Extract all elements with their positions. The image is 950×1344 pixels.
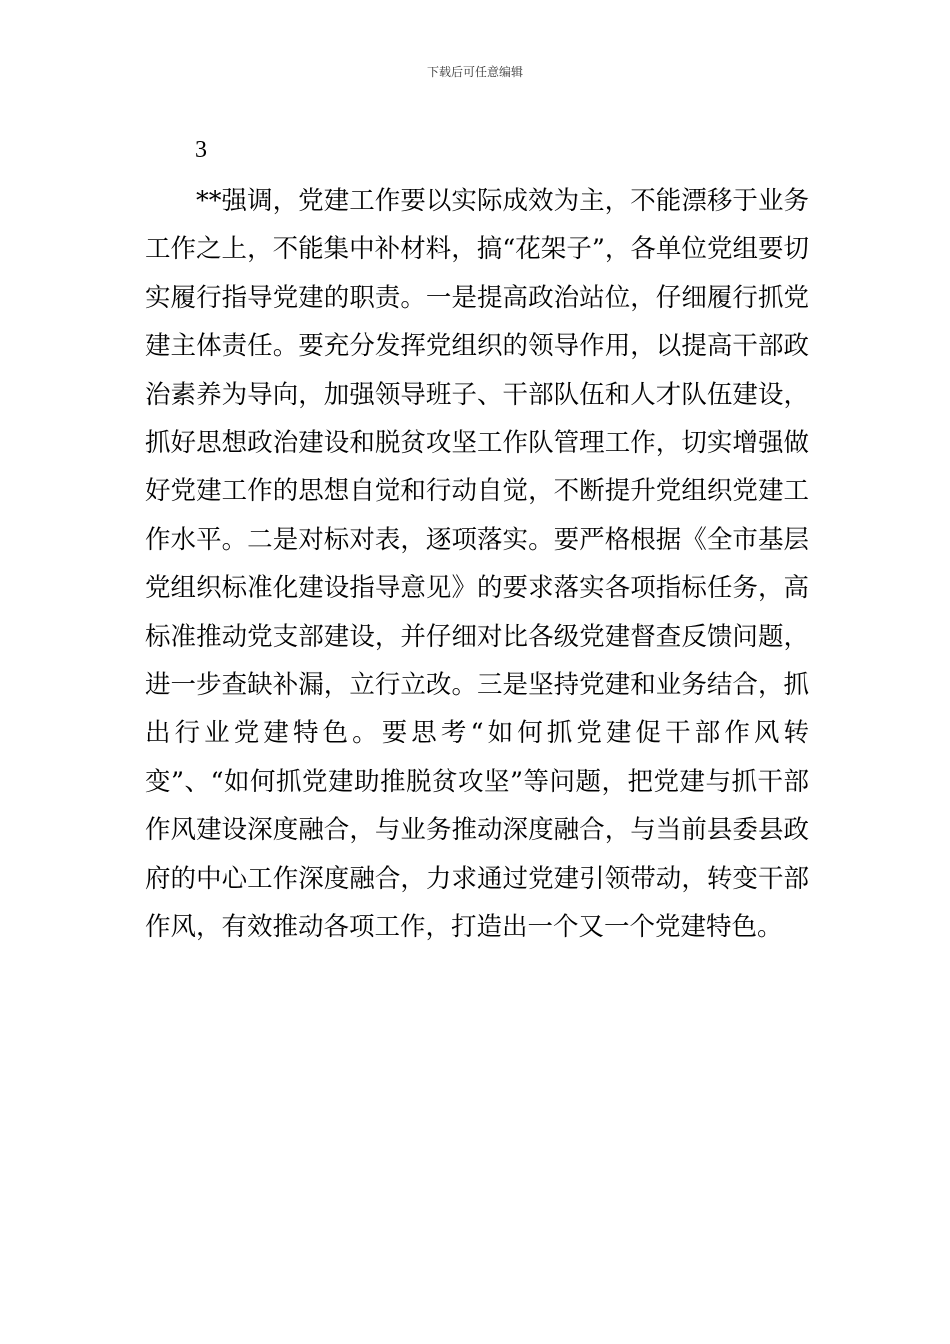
body-paragraph: **强调，党建工作要以实际成效为主，不能漂移于业务工作之上，不能集中补材料，搞“花架子”，各单位党组要切实履行指导党建的职责。一是提高政治站位，仔细履行抓党建主体责任。要充分发挥党组织的领导作用，以提高干部政治素养为导向，加强领导班子、干部队伍和人才队伍建设，抓好思想政治建设和脱贫攻坚工作队管理工作，切实增强做好党建工作的思想自觉和行动自觉，不断提升党组织党建工作水平。二是对标对表，逐项落实。要严格根据《全市基层党组织标准化建设指导意见》的要求落实各项指标任务，高标准推动党支部建设，并仔细对比各级党建督查反馈问题，进一步查缺补漏，立行立改。三是坚持党建和业务结合，抓出行业党建特色。要思考“如何抓党建促干部作风转变”、“如何抓党建助推脱贫攻坚”等问题，把党建与抓干部作风建设深度融合，与业务推动深度融合，与当前县委县政府的中心工作深度融合，力求通过党建引领带动，转变干部作风，有效推动各项工作，打造出一个又一个党建特色。: [145, 186, 809, 943]
section-number: 3: [195, 137, 207, 163]
header-note: 下载后可任意编辑: [426, 65, 523, 79]
